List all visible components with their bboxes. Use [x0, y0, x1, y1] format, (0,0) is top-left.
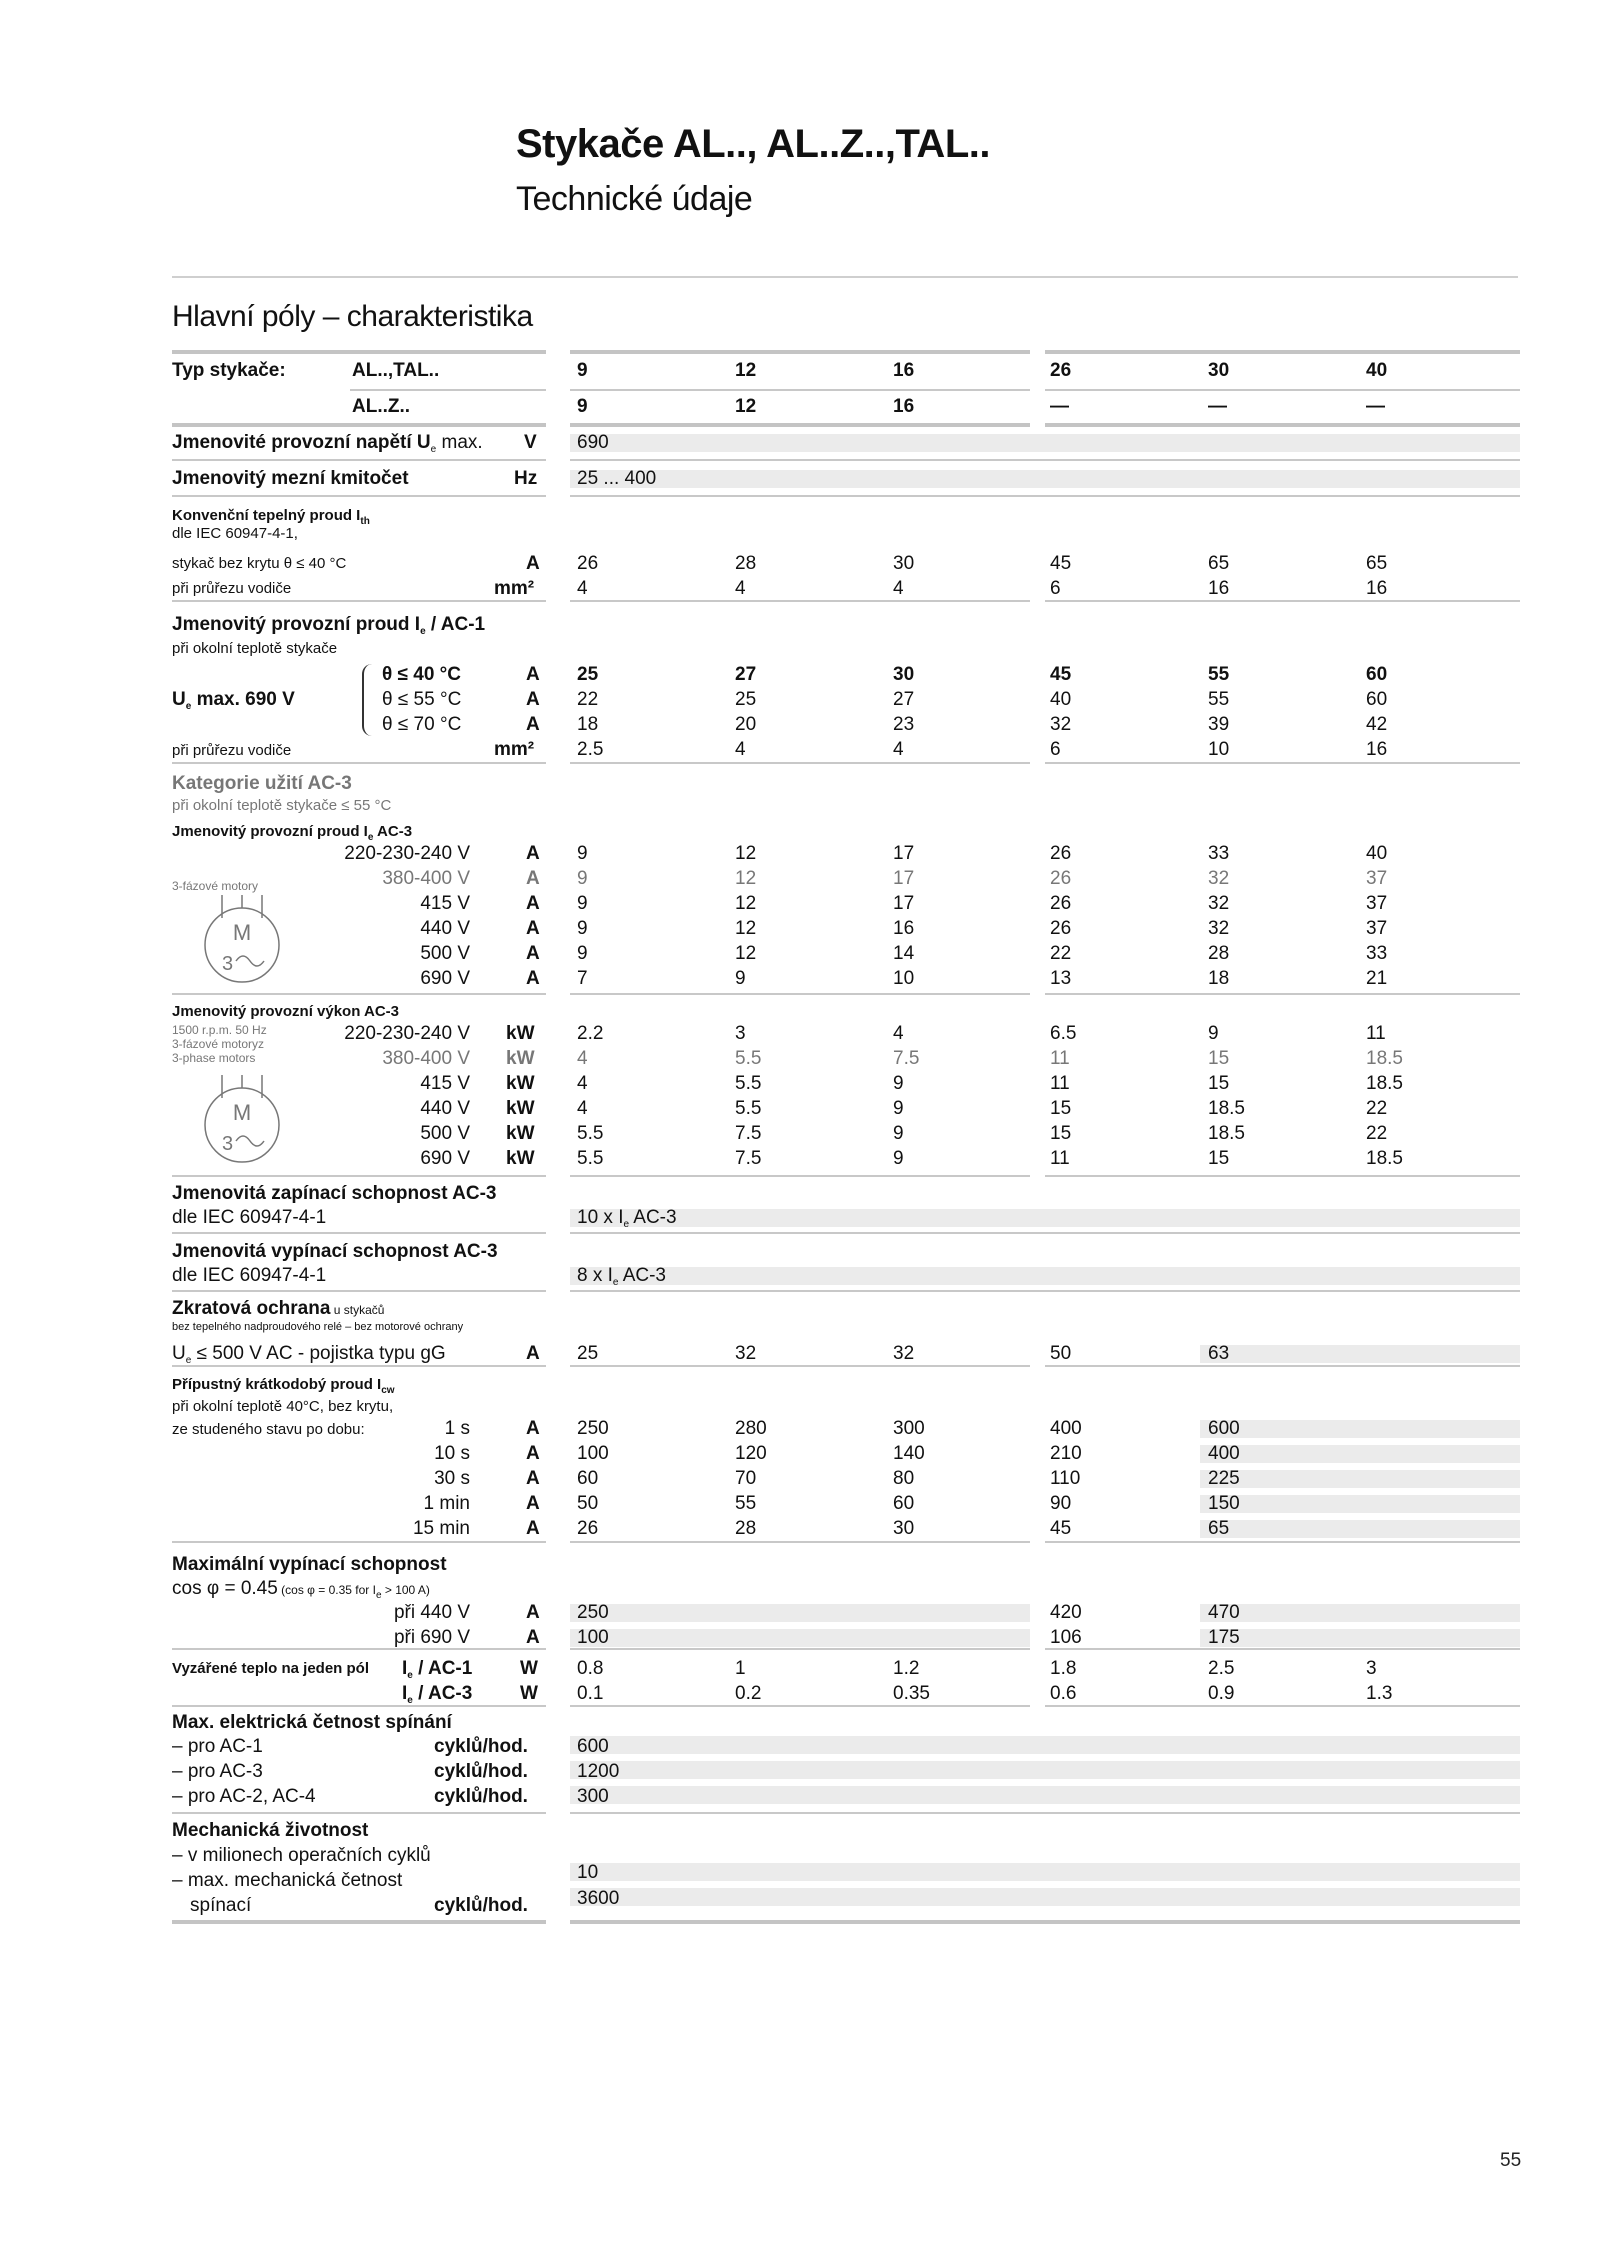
heat-title: Vyzářené teplo na jeden pól: [172, 1660, 369, 1677]
icw-title: Přípustný krátkodobý proud $I_{cw}$: [172, 1376, 395, 1396]
making-title: Jmenovitá zapínací schopnost AC-3: [172, 1183, 497, 1204]
motor-3phase-icon: [200, 895, 290, 985]
ith-condition: stykač bez krytu θ ≤ 40 °C: [172, 555, 347, 572]
ac3-category: Kategorie užití AC-3: [172, 773, 352, 794]
voltage-unit: V: [524, 432, 537, 453]
frequency-label: Jmenovitý mezní kmitočet: [172, 468, 409, 489]
page-subtitle: Technické údaje: [516, 180, 753, 218]
svg-text:3: 3: [222, 953, 234, 975]
ac3-category-note: při okolní teplotě stykače ≤ 55 °C: [172, 797, 392, 814]
ac1-cs-unit: mm²: [494, 739, 535, 760]
ac1-unit: A: [526, 664, 540, 685]
heat-ac3-label: $I_e / AC-3$: [402, 1683, 473, 1706]
switching-ac2-ac4-label: – pro AC-2, AC-4: [172, 1786, 316, 1807]
max-breaking-440-c4: 420: [1050, 1602, 1082, 1623]
ac1-temp-40: θ ≤ 40 °C: [382, 664, 461, 685]
header-divider: [172, 276, 1518, 278]
frequency-value: 25 ... 400: [577, 468, 657, 489]
mechanical-freq-value: 3600: [577, 1888, 620, 1909]
svg-text:M: M: [232, 920, 252, 945]
switching-unit: cyklů/hod.: [434, 1761, 528, 1782]
breaking-title: Jmenovitá vypínací schopnost AC-3: [172, 1241, 498, 1262]
mechanical-cycles-value: 10: [577, 1862, 599, 1883]
switching-ac1-value: 600: [577, 1736, 609, 1757]
switching-ac3-value: 1200: [577, 1761, 620, 1782]
ac1-temp-70: θ ≤ 70 °C: [382, 714, 462, 735]
ac1-temp-55: θ ≤ 55 °C: [382, 689, 462, 710]
voltage-value: 690: [577, 432, 609, 453]
mechanical-freq-label-2: spínací: [190, 1895, 252, 1916]
ac3-power-title: Jmenovitý provozní výkon AC-3: [172, 1003, 399, 1020]
power-note-cz: 3-fázové motoryz: [172, 1037, 265, 1051]
voltage-label: Jmenovité provozní napětí $U_e$ max.: [172, 432, 483, 455]
ac1-unit: A: [526, 689, 540, 710]
ith-cs-unit: mm²: [494, 578, 535, 599]
power-note-rpm: 1500 r.p.m. 50 Hz: [172, 1023, 267, 1037]
ac1-condition: při okolní teplotě stykače: [172, 640, 338, 657]
ac1-unit: A: [526, 714, 540, 735]
max-breaking-440-c5: 470: [1208, 1602, 1240, 1623]
max-breaking-690-label: při 690 V: [393, 1627, 470, 1648]
icw-condition: při okolní teplotě 40°C, bez krytu,: [172, 1398, 394, 1415]
icw-duration-label: ze studeného stavu po dobu:: [172, 1421, 365, 1438]
ac1-cs-label: při průřezu vodiče: [172, 742, 292, 759]
ith-title: Konvenční tepelný proud $I_{th}$: [172, 507, 370, 527]
svg-text:3: 3: [222, 1133, 234, 1155]
short-circuit-title: Zkratová ochrana u stykačů: [172, 1298, 385, 1319]
mechanical-freq-unit: cyklů/hod.: [434, 1895, 528, 1916]
mechanical-title: Mechanická životnost: [172, 1820, 369, 1841]
max-breaking-cos: cos φ = 0.45 (cos φ = 0.35 for $I_e > 100$ A): [172, 1578, 430, 1601]
section-title: Hlavní póly – charakteristika: [172, 300, 533, 333]
ith-cs-label: při průřezu vodiče: [172, 580, 292, 597]
mechanical-cycles-label: – v milionech operačních cyklů: [172, 1845, 431, 1866]
brace-icon: [362, 664, 374, 736]
motor-3phase-icon: [200, 1075, 290, 1165]
mechanical-freq-label: – max. mechanická četnost: [172, 1870, 403, 1891]
frequency-unit: Hz: [514, 468, 538, 489]
power-note-en: 3-phase motors: [172, 1051, 256, 1065]
max-breaking-690-c5: 175: [1208, 1627, 1240, 1648]
short-circuit-unit: A: [526, 1343, 540, 1364]
making-standard: dle IEC 60947-4-1: [172, 1207, 327, 1228]
ac1-title: Jmenovitý provozní proud $I_e / AC-1$: [172, 614, 486, 637]
max-breaking-unit: A: [526, 1627, 540, 1648]
series-alz-label: AL..Z..: [352, 396, 411, 417]
max-breaking-440-label: při 440 V: [393, 1602, 470, 1623]
max-breaking-title: Maximální vypínací schopnost: [172, 1554, 447, 1575]
short-circuit-note: bez tepelného nadproudového relé – bez motorové ochrany: [172, 1321, 464, 1333]
page-title: Stykače AL.., AL..Z..,TAL..: [516, 122, 990, 166]
switching-ac2-ac4-value: 300: [577, 1786, 609, 1807]
ac3-current-title: Jmenovitý provozní proud $I_e$ AC-3: [172, 823, 413, 843]
switching-unit: cyklů/hod.: [434, 1736, 528, 1757]
ith-standard: dle IEC 60947-4-1,: [172, 525, 298, 542]
max-breaking-690-g1: 100: [577, 1627, 609, 1648]
page-number: 55: [1500, 2150, 1522, 2171]
making-value: 10 x $I_e$ AC-3: [577, 1207, 677, 1230]
max-breaking-440-g1: 250: [577, 1602, 609, 1623]
breaking-value: 8 x $I_e$ AC-3: [577, 1265, 666, 1288]
switching-ac1-label: – pro AC-1: [172, 1736, 263, 1757]
max-breaking-690-c4: 106: [1050, 1627, 1082, 1648]
type-label: Typ stykače:: [172, 360, 286, 381]
heat-unit: W: [520, 1683, 538, 1704]
series-al-tal-label: AL..,TAL..: [352, 360, 440, 381]
motor-label: 3-fázové motory: [172, 879, 259, 893]
switching-title: Max. elektrická četnost spínání: [172, 1712, 452, 1733]
ac1-ue-label: $U_e$ max. 690 V: [172, 689, 295, 712]
short-circuit-fuse: $U_e \le 500$ V AC - pojistka typu gG: [172, 1343, 446, 1366]
heat-ac1-label: $I_e / AC-1$: [402, 1658, 473, 1681]
breaking-standard: dle IEC 60947-4-1: [172, 1265, 327, 1286]
ith-unit: A: [526, 553, 540, 574]
svg-text:M: M: [232, 1100, 252, 1125]
switching-ac3-label: – pro AC-3: [172, 1761, 263, 1782]
switching-unit: cyklů/hod.: [434, 1786, 528, 1807]
max-breaking-unit: A: [526, 1602, 540, 1623]
heat-unit: W: [520, 1658, 538, 1679]
